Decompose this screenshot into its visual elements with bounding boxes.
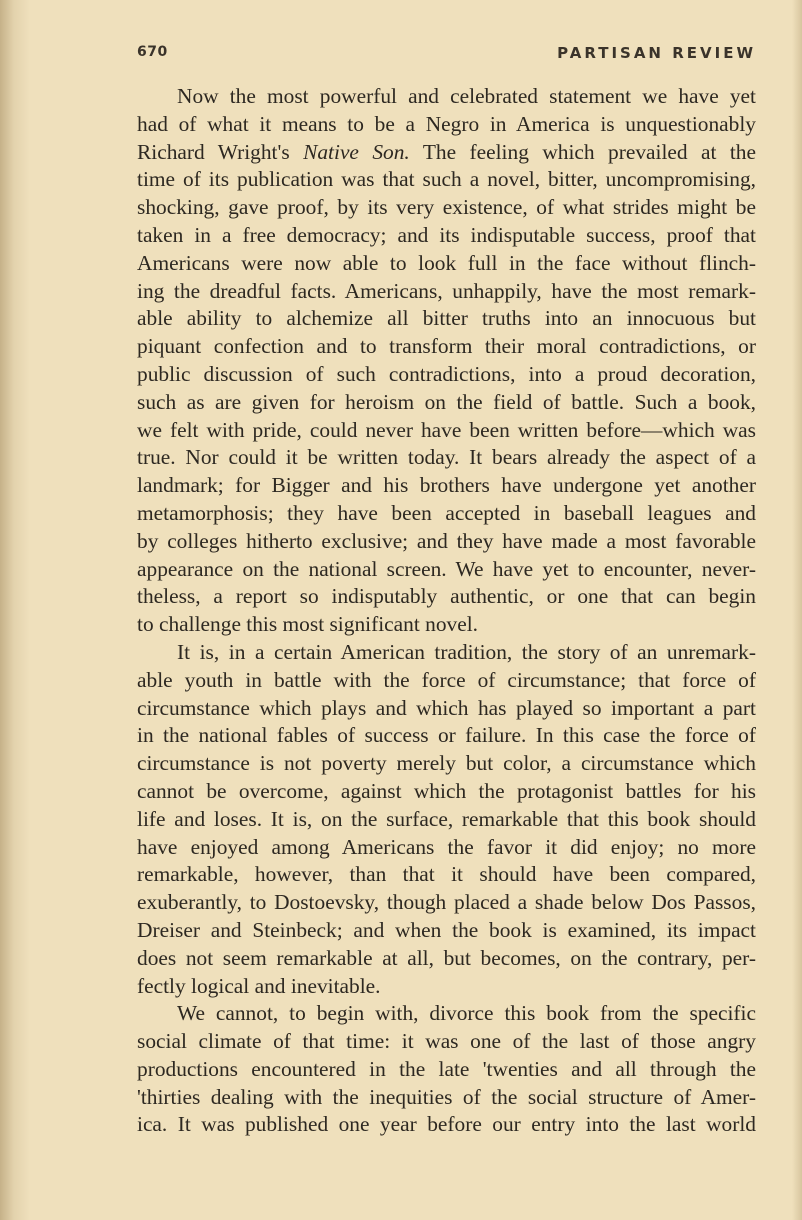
text-line: does not seem remarkable at all, but becomes, on the contrary, per- [137,945,756,970]
text-line: shocking, gave proof, by its very existence, of what strides might be [137,195,756,220]
text-segment: Richard Wright's [137,139,304,164]
text-line: social climate of that time: it was one of the last of those angry [137,1029,756,1054]
page-number: 670 [137,44,168,60]
text-line: exuberantly, to Dostoevsky, though placed a shade below Dos Passos, [137,890,756,915]
text-line: circumstance is not poverty merely but color, a circumstance which [137,751,756,776]
text-line: to challenge this most significant novel. [137,612,478,637]
text-line: public discussion of such contradictions, into a proud decoration, [137,361,756,386]
text-line: have enjoyed among Americans the favor it did enjoy; no more [137,834,756,859]
text-line: such as are given for heroism on the field of battle. Such a book, [137,389,756,414]
text-line: 'thirties dealing with the inequities of the social structure of Amer- [137,1084,756,1109]
running-header [137,44,756,68]
text-line: by colleges hitherto exclusive; and they have made a most favorable [137,528,756,553]
text-line: able youth in battle with the force of circumstance; that force of [137,667,756,692]
text-line: life and loses. It is, on the surface, remarkable that this book should [137,806,756,831]
text-segment: The feeling which prevailed at the [409,139,757,164]
text-line: true. Nor could it be written today. It bears already the aspect of a [137,445,756,470]
text-line: appearance on the national screen. We have yet to encounter, never- [137,556,756,581]
text-line: circumstance which plays and which has played so important a part [137,695,756,720]
text-line: productions encountered in the late 'twenties and all through the [137,1056,756,1081]
text-line: piquant confection and to transform their moral contradictions, or [137,334,756,359]
text-line: theless, a report so indisputably authentic, or one that can begin [137,584,756,609]
book-title: Native Son. [303,139,410,164]
text-line: able ability to alchemize all bitter truths into an innocuous but [137,306,756,331]
text-line: ing the dreadful facts. Americans, unhappily, have the most remark- [137,278,756,303]
text-line: We cannot, to begin with, divorce this book from the specific [177,1001,756,1026]
text-line: time of its publication was that such a novel, bitter, uncompromising, [137,167,756,192]
text-line: fectly logical and inevitable. [137,973,381,998]
text-line: remarkable, however, than that it should have been compared, [137,862,756,887]
text-line: Now the most powerful and celebrated statement we have yet [177,84,756,108]
text-line: cannot be overcome, against which the protagonist battles for his [137,778,756,803]
text-line: taken in a free democracy; and its indisputable success, proof that [137,222,756,247]
text-line: Dreiser and Steinbeck; and when the book is examined, its impact [137,917,756,942]
text-line: It is, in a certain American tradition, the story of an unremark- [177,639,756,664]
text-line: we felt with pride, could never have been written before—which was [137,417,756,442]
text-line: ica. It was published one year before our entry into the last world [137,1112,756,1137]
journal-title: PARTISAN REVIEW [557,44,756,62]
text-line: Americans were now able to look full in the face without flinch- [137,250,756,275]
text-line: in the national fables of success or failure. In this case the force of [137,723,756,748]
text-line [137,139,756,167]
body-text [137,83,756,1139]
text-line: had of what it means to be a Negro in America is unquestionably [137,111,756,136]
text-line: metamorphosis; they have been accepted in baseball leagues and [137,500,756,525]
text-line: landmark; for Bigger and his brothers have undergone yet another [137,473,756,498]
